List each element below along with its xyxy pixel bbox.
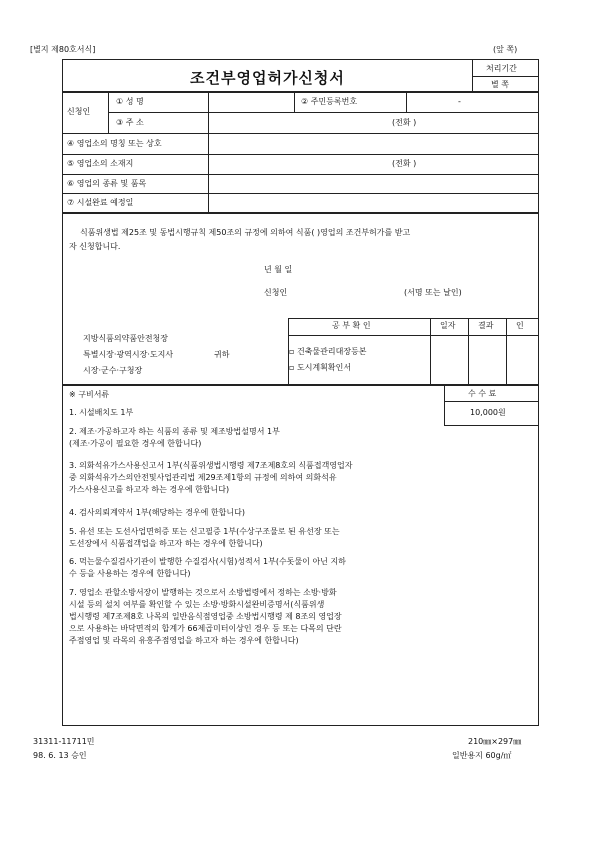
name-label: ① 성 명 — [116, 97, 144, 106]
name-field[interactable] — [209, 92, 293, 111]
processing-value: 별 쪽 — [491, 80, 509, 89]
fee-label: 수 수 료 — [468, 389, 497, 398]
approval-date: 98. 6. 13 승인 — [33, 751, 87, 760]
recipient-line-2: 특별시장·광역시장·도지사 — [83, 350, 174, 359]
completion-date-field[interactable] — [209, 194, 538, 212]
public-check-header: 공 부 확 인 — [332, 321, 371, 330]
document-item-6: 6. 먹는물수질검사기관이 발행한 수질검사(시험)성적서 1부(수돗물이 아닌 지하 수 등을 사용하는 경우에 한합니다) — [69, 557, 346, 578]
check-seal-field[interactable] — [507, 336, 538, 383]
signature-note: (서명 또는 날인) — [404, 288, 462, 297]
applicant-label: 신청인 — [67, 107, 91, 116]
check-result-field[interactable] — [469, 336, 505, 383]
document-item-1: 1. 시설배치도 1부 — [69, 408, 134, 417]
business-type-field[interactable] — [209, 175, 538, 193]
page-side: (앞 쪽) — [493, 45, 518, 54]
business-name-label: ④ 영업소의 명칭 또는 상호 — [67, 139, 162, 148]
statement-line-2: 자 신청합니다. — [69, 242, 121, 251]
form-number: [별지 제80호서식] — [30, 45, 96, 54]
recipient-honorific: 귀하 — [214, 350, 230, 359]
address-field[interactable] — [209, 113, 538, 132]
fee-value: 10,000원 — [470, 408, 506, 417]
document-item-4: 4. 검사의뢰계약서 1부(해당하는 경우에 한합니다) — [69, 508, 245, 517]
rrn-label: ② 주민등록번호 — [301, 97, 358, 106]
business-location-field[interactable] — [209, 155, 538, 174]
statement-line-1: 식품위생법 제25조 및 동법시행규칙 제50조의 규정에 의하여 식품( )영업의 조건부허가를 받고 — [80, 228, 411, 237]
location-phone: (전화 ) — [392, 159, 417, 168]
address-phone: (전화 ) — [392, 118, 417, 127]
rrn-field[interactable] — [407, 92, 538, 111]
check-date-field[interactable] — [431, 336, 467, 383]
paper-type: 일반용지 60g/㎡ — [452, 751, 512, 760]
completion-date-label: ⑦ 시설완료 예정일 — [67, 198, 134, 207]
business-type-label: ⑥ 영업의 종류 및 품목 — [67, 179, 147, 188]
address-label: ③ 주 소 — [116, 118, 144, 127]
document-item-7: 7. 영업소 관할소방서장이 발행하는 것으로서 소방법령에서 정하는 소방·방화 시설 등의 설치 여부를 확인할 수 있는 소방·방화시설완비증명서(식품위생 법시행령 제7조제8호 나목의 일반음식점영업중 소방법시행령 제 8조의 영업장 으로 사용하는 바닥면적의 합계가 66제곱미터이상인 경우 등 또는 다목의 단란 주점영업 및 라목의 유흥주점영업을 하고자 하는 경우에 한합니다) — [69, 588, 342, 645]
recipient-line-1: 지방식품의약품안전청장 — [83, 334, 169, 343]
document-item-3: 3. 의화석유가스사용신고서 1부(식품위생법시행령 제7조제8호의 식품접객영업자 중 의화석유가스의안전및사업관리법 제29조제1항의 규정에 의하여 의화석유 가스사용신고를 하고자 하는 경우에 한합니다) — [69, 461, 353, 494]
form-code: 31311-11711민 — [33, 737, 95, 746]
document-item-5: 5. 유선 또는 도선사업면허증 또는 신고필증 1부(수상구조물로 된 유선장 또는 도선장에서 식품접객업을 하고자 하는 경우에 한합니다) — [69, 527, 340, 548]
business-name-field[interactable] — [209, 134, 538, 153]
processing-label: 처리기간 — [486, 64, 517, 73]
paper-size: 210㎜×297㎜ — [468, 737, 522, 746]
check-building-register: ▫ 건축물관리대장등본 — [289, 347, 367, 356]
col-date: 일자 — [440, 321, 456, 330]
document-item-2: 2. 제조·가공하고자 하는 식품의 종류 및 제조방법설명서 1부 (제조·가공이 필요한 경우에 한합니다) — [69, 427, 280, 448]
form-title: 조건부영업허가신청서 — [190, 69, 345, 87]
documents-header: ※ 구비서류 — [69, 390, 110, 399]
col-result: 결과 — [478, 321, 494, 330]
business-location-label: ⑤ 영업소의 소재지 — [67, 159, 134, 168]
check-city-plan: ▫ 도시계획확인서 — [289, 363, 352, 372]
recipient-line-3: 시장·군수·구청장 — [83, 366, 143, 375]
col-seal: 인 — [516, 321, 524, 330]
signer-label: 신청인 — [264, 288, 288, 297]
application-date: 년 월 일 — [264, 265, 293, 274]
rrn-dash: - — [458, 97, 461, 106]
